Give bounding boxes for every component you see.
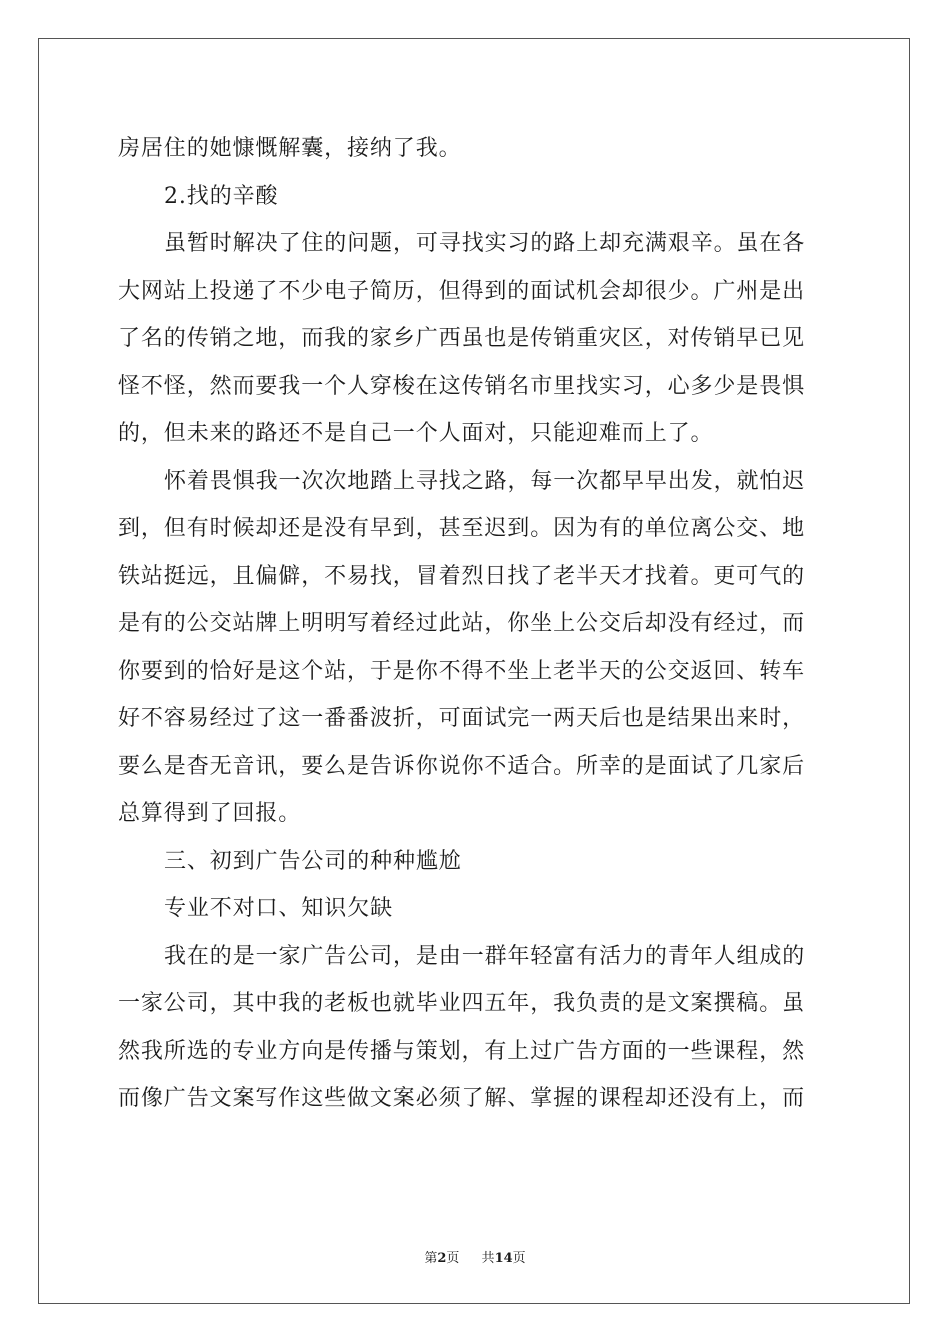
text-line: 怪不怪，然而要我一个人穿梭在这传销名市里找实习，心多少是畏惧: [118, 373, 806, 399]
page-footer: [0, 1247, 950, 1266]
text-line: 房居住的她慷慨解囊，接纳了我。: [118, 136, 462, 161]
text-line: 铁站挺远，且偏僻，不易找，冒着烈日找了老半天才找着。更可气的: [118, 563, 806, 589]
total-pages-indicator: 共14页: [481, 1251, 526, 1266]
text-line: 总算得到了回报。: [118, 801, 302, 826]
text-line: 的，但未来的路还不是自己一个人面对，只能迎难而上了。: [118, 421, 714, 446]
document-body: [118, 125, 838, 1123]
text-line: 虽暂时解决了住的问题，可寻找实习的路上却充满艰辛。虽在各: [164, 231, 806, 256]
page-indicator: 第2页: [424, 1251, 460, 1266]
text-line: 到，但有时候却还是没有早到，甚至迟到。因为有的单位离公交、地: [118, 516, 806, 541]
text-line: 我在的是一家广告公司，是由一群年轻富有活力的青年人组成的: [164, 943, 806, 969]
text-line: 专业不对口、知识欠缺: [164, 896, 394, 921]
text-line: 一家公司，其中我的老板也就毕业四五年，我负责的是文案撰稿。虽: [118, 991, 806, 1016]
text-line: 怀着畏惧我一次次地踏上寻找之路，每一次都早早出发，就怕迟: [164, 468, 806, 494]
text-line: 然我所选的专业方向是传播与策划，有上过广告方面的一些课程，然: [118, 1038, 806, 1064]
text-line: 好不容易经过了这一番番波折，可面试完一两天后也是结果出来时，: [118, 706, 806, 731]
text-line: 大网站上投递了不少电子简历，但得到的面试机会却很少。广州是出: [118, 278, 806, 304]
text-line: 要么是杳无音讯，要么是告诉你说你不适合。所幸的是面试了几家后: [118, 753, 806, 779]
text-line: 三、初到广告公司的种种尴尬: [164, 848, 462, 874]
text-line: 你要到的恰好是这个站，于是你不得不坐上老半天的公交返回、转车: [118, 658, 806, 684]
text-line: 而像广告文案写作这些做文案必须了解、掌握的课程却还没有上，而: [118, 1086, 806, 1111]
text-line: 2.找的辛酸: [164, 183, 279, 209]
text-line: 了名的传销之地，而我的家乡广西虽也是传销重灾区，对传销早已见: [118, 326, 806, 351]
text-line: 是有的公交站牌上明明写着经过此站，你坐上公交后却没有经过，而: [118, 611, 806, 636]
